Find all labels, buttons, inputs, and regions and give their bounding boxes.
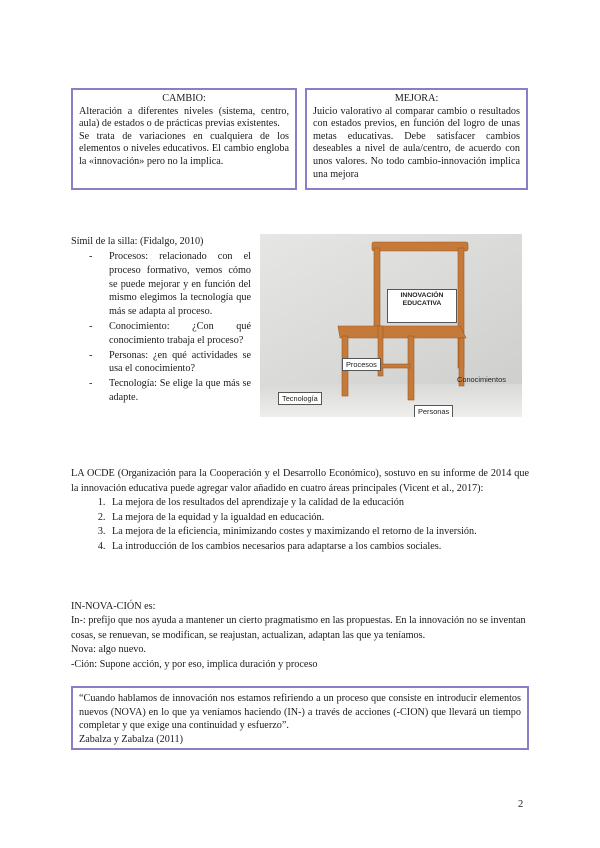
label-procesos: Procesos [342,358,381,371]
list-item: 4. La introducción de los cambios necesarios para adaptarse a los cambios sociales. [108,540,529,555]
label-personas: Personas [414,405,453,417]
label-innovacion [387,289,457,323]
chair-figure [260,234,522,417]
quote-author: Zabalza y Zabalza (2011) [79,733,183,745]
mejora-text: Juicio valorativo al comparar cambio o resultados con estados previos, en función del logro de unas metas educativas. Debe satisfacer cambios deseables a nivel de aula/centro, de acuerdo con unos valores. No todo cambio-innovación implica una mejora [313,105,520,180]
label-innovacion-line1: INNOVACIÓN [400,292,444,299]
ocde-list [71,496,529,554]
label-tecnologia: Tecnología [278,392,322,405]
cambio-box [71,88,297,190]
list-item: 2. La mejora de la equidad y la igualdad en educación. [108,511,529,526]
ocde-intro: LA OCDE (Organización para la Cooperación y el Desarrollo Económico), sostuvo en su informe de 2014 que la innovación educativa puede agregar valor añadido en cuatro áreas principales (Vicent et al., 2017): [71,468,529,494]
simil-item-conocimiento: Conocimiento: ¿Con qué conocimiento trabaja el proceso? [109,320,251,346]
simil-title: Símil de la silla: (Fidalgo, 2010) [71,236,204,247]
cambio-title: CAMBIO: [162,93,206,104]
chair-illustration [260,234,522,417]
nova-line-nova: Nova: algo nuevo. [71,644,146,656]
cambio-text-1: Alteración a diferentes niveles (sistema, centro, aula) de estados o de prácticas previas existentes. [79,105,289,130]
nova-line-in: In-: prefijo que nos ayuda a mantener un cierto pragmatismo en las propuestas. En la innovación no se inventan cosas, se renuevan, se modifican, se reajustan, actualizan, adaptan las que ya teníamos. [71,615,526,641]
list-item: 3. La mejora de la eficiencia, minimizando costes y maximizando el retorno de la inversión. [108,525,529,540]
list-item: - Procesos: relacionado con el proceso formativo, vemos cómo se puede mejorar y en función del mismo elegimos la tecnología que más se adapta al proceso. [89,251,251,318]
simil-item-tecnologia: Tecnología: Se elige la que más se adapte. [109,378,251,403]
simil-list [89,250,251,406]
quote-box [71,686,529,750]
label-conocimientos: Conocimientos [457,375,506,384]
list-item: - Tecnología: Se elige la que más se adapte. [89,378,251,403]
nova-line-cion: -Ción: Supone acción, y por eso, implica duración y proceso [71,658,318,670]
mejora-title: MEJORA: [394,93,439,104]
simil-item-procesos: Procesos: relacionado con el proceso formativo, vemos cómo se puede mejorar y en función del mismo elegimos la tecnología que más se adapta al proceso. [109,251,251,318]
nova-heading: IN-NOVA-CIÓN es: [71,601,156,612]
cambio-text-2: Se trata de variaciones en cualquiera de los elementos o niveles educativos. El cambio engloba la «innovación» pero no la implica. [79,130,289,167]
list-item: - Conocimiento: ¿Con qué conocimiento trabaja el proceso? [89,320,251,346]
page-number: 2 [518,799,524,810]
list-item: 1. La mejora de los resultados del aprendizaje y la calidad de la educación [108,496,529,511]
label-innovacion-line2: EDUCATIVA [402,300,442,307]
mejora-box [305,88,528,190]
quote-text: “Cuando hablamos de innovación nos estamos refiriendo a un proceso que consiste en introducir elementos nuevos (NOVA) en lo que ya veníamos haciendo (IN-) a través de acciones (-CION) que llevará un tiempo completar y que exige una continuidad y esfuerzo”. [79,693,521,732]
simil-item-personas: Personas: ¿en qué actividades se usa el conocimiento? [109,349,251,375]
nova-section [71,600,529,672]
ocde-section [71,467,529,554]
list-item: - Personas: ¿en qué actividades se usa el conocimiento? [89,349,251,375]
